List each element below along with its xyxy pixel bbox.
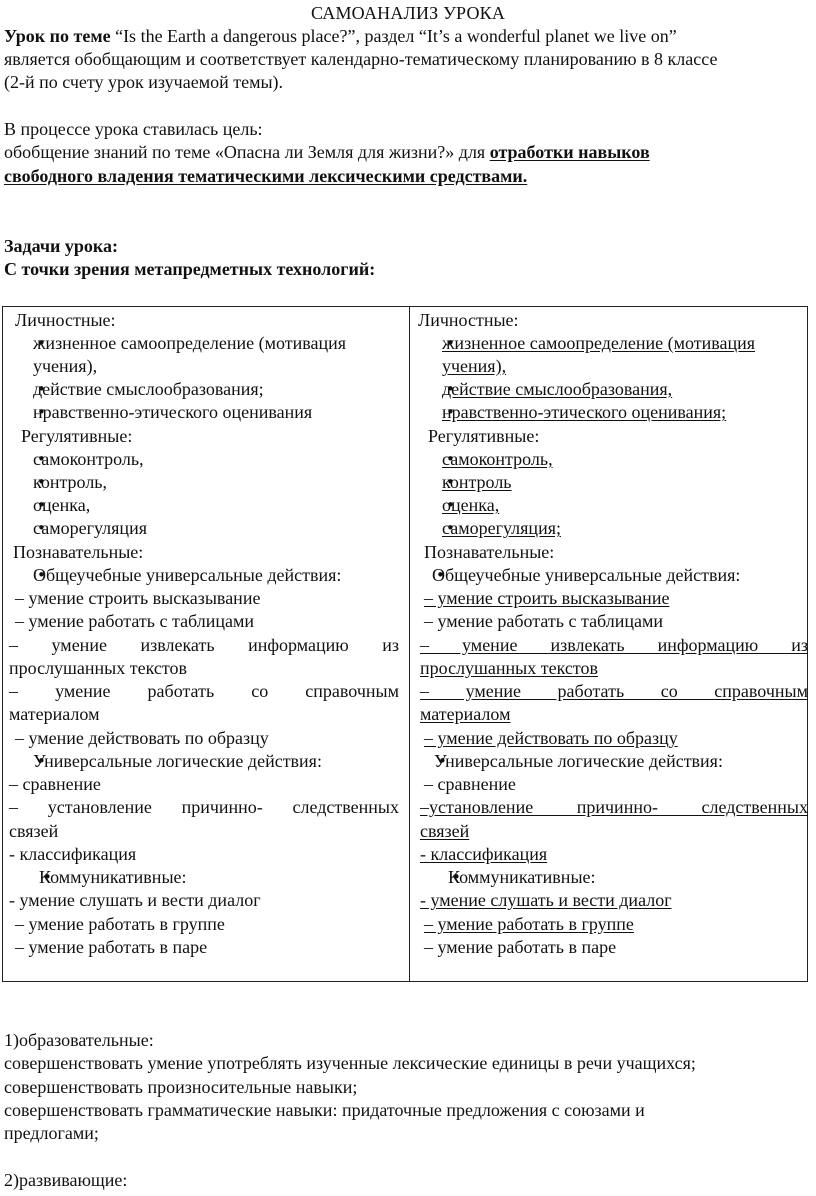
list-subitem-continued: прослушанных текстов	[9, 658, 188, 678]
developing-heading: 2)развивающие:	[4, 1170, 128, 1190]
list-subitem: - умение слушать и вести диалог	[9, 890, 261, 910]
list-item: • жизненное самоопределение (мотивация	[33, 332, 346, 355]
list-subitem: – умение работать в группе	[424, 914, 634, 934]
list-subitem: - классификация	[420, 844, 548, 864]
educational-heading: 1)образовательные:	[4, 1030, 154, 1050]
list-item: • саморегуляция;	[442, 517, 561, 540]
educational-objective: совершенствовать умение употреблять изученные лексические единицы в речи учащихся;	[4, 1053, 696, 1073]
list-item: • самоконтроль,	[33, 448, 144, 471]
list-subitem: - умение слушать и вести диалог	[420, 890, 672, 910]
list-item: • саморегуляция	[33, 517, 147, 540]
cell-heading: Регулятивные:	[428, 426, 540, 446]
list-subitem: –установление причинно- следственных	[420, 797, 808, 817]
list-item: • оценка,	[442, 494, 499, 517]
list-subitem: – сравнение	[9, 774, 101, 794]
cell-heading: Познавательные:	[424, 542, 555, 562]
table-column-divider	[409, 307, 410, 981]
educational-objective: совершенствовать грамматические навыки: придаточные предложения с союзами и	[4, 1100, 645, 1120]
list-item: • Универсальные логические действия:	[33, 750, 322, 773]
list-item: • контроль	[442, 471, 512, 494]
list-item: • нравственно-этического оценивания;	[442, 401, 726, 424]
list-subitem: – умение действовать по образцу	[424, 728, 678, 748]
list-item: • контроль,	[33, 471, 107, 494]
goal-intro: В процессе урока ставилась цель:	[4, 119, 263, 139]
list-subitem-continued: связей	[9, 821, 59, 841]
list-subitem: – умение работать со справочным	[9, 681, 399, 701]
list-subitem: - классификация	[9, 844, 137, 864]
list-subitem: – умение работать с таблицами	[15, 611, 255, 631]
list-item: • самоконтроль,	[442, 448, 553, 471]
list-subitem: – сравнение	[424, 774, 516, 794]
list-item: • нравственно-этического оценивания	[33, 401, 312, 424]
cell-heading: Регулятивные:	[21, 426, 133, 446]
list-subitem: – умение работать в паре	[15, 937, 208, 957]
lesson-description-line3: (2-й по счету урок изучаемой темы).	[4, 72, 284, 92]
list-item: • жизненное самоопределение (мотивация	[442, 332, 755, 355]
list-subitem: – умение работать в группе	[15, 914, 225, 934]
cell-heading: Личностные:	[418, 310, 519, 330]
list-item: • Коммуникативные:	[448, 866, 596, 889]
list-item: • Коммуникативные:	[39, 866, 187, 889]
list-subitem-continued: прослушанных текстов	[420, 658, 599, 678]
competencies-table	[2, 306, 808, 982]
list-item-continued: учения),	[33, 356, 98, 376]
list-subitem: – умение строить высказывание	[15, 588, 261, 608]
list-subitem: – умение работать с таблицами	[424, 611, 664, 631]
goal-emphasis-continued: свободного владения тематическими лексическими средствами.	[4, 166, 528, 186]
list-subitem-continued: материалом	[420, 704, 511, 724]
educational-objective-continued: предлогами;	[4, 1123, 99, 1143]
goal-emphasis: отработки навыков	[489, 142, 650, 162]
list-subitem: – умение действовать по образцу	[15, 728, 269, 748]
lesson-label: Урок по теме	[4, 26, 111, 46]
list-item: • Общеучебные универсальные действия:	[432, 564, 740, 587]
cell-heading: Познавательные:	[13, 542, 144, 562]
educational-objective: совершенствовать произносительные навыки;	[4, 1077, 358, 1097]
list-subitem: – умение работать со справочным	[420, 681, 808, 701]
tasks-subheading: С точки зрения метапредметных технологий:	[4, 259, 376, 279]
list-item: • действие смыслообразования;	[33, 378, 264, 401]
list-item: • действие смыслообразования,	[442, 378, 672, 401]
list-item-continued: учения),	[442, 356, 507, 376]
goal-line	[4, 141, 810, 164]
lesson-description-line2: является обобщающим и соответствует календарно-тематическому планированию в 8 классе	[4, 49, 718, 69]
list-subitem-continued: связей	[420, 821, 470, 841]
list-item: • Общеучебные универсальные действия:	[33, 564, 341, 587]
list-item: • Универсальные логические действия:	[434, 750, 723, 773]
cell-heading: Личностные:	[15, 310, 116, 330]
list-subitem: – установление причинно- следственных	[9, 797, 399, 817]
page-title: САМОАНАЛИЗ УРОКА	[310, 3, 506, 23]
list-item: • оценка,	[33, 494, 90, 517]
list-subitem: – умение строить высказывание	[424, 588, 670, 608]
lesson-topic-line	[4, 25, 810, 48]
list-subitem: – умение извлекать информацию из	[9, 635, 399, 655]
tasks-heading: Задачи урока:	[4, 236, 119, 256]
list-subitem-continued: материалом	[9, 704, 100, 724]
goal-text: обобщение знаний по теме «Опасна ли Земля для жизни?» для	[4, 142, 490, 162]
list-subitem: – умение работать в паре	[424, 937, 617, 957]
lesson-topic-text: “Is the Earth a dangerous place?”, раздел “It’s a wonderful planet we live on”	[110, 26, 677, 46]
list-subitem: – умение извлекать информацию из	[420, 635, 808, 655]
